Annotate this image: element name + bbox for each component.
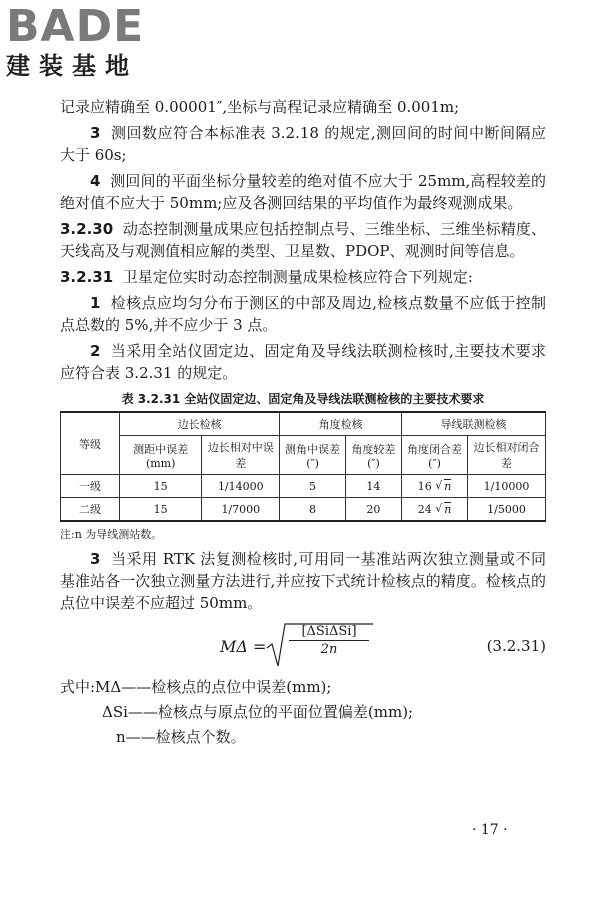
logo-subtitle: 建装基地 (6, 52, 138, 80)
section-3-2-30 (60, 218, 546, 262)
formula-denominator: 2n (320, 642, 338, 657)
subheader-cell: 测角中误差(″) (280, 436, 346, 475)
paragraph-text: 记录应精确至 0.00001″,坐标与高程记录应精确至 0.001m; (60, 98, 460, 116)
paragraph-item-4 (60, 170, 546, 214)
table-cell: 1/5000 (468, 498, 546, 522)
definition-desc: 检核点的点位中误差(mm); (151, 678, 332, 696)
brand-logo (6, 1, 186, 81)
paragraph-item-1 (60, 292, 546, 336)
formula-number: (3.2.31) (486, 637, 546, 655)
paragraph-item-2 (60, 340, 546, 384)
item-number: 3 (90, 550, 101, 568)
paragraph-item-3 (60, 122, 546, 166)
table-cell: 14 (345, 475, 401, 498)
subheader-cell: 测距中误差(mm) (120, 436, 202, 475)
closure-coefficient: 24 (417, 502, 432, 516)
table-cell: 15 (120, 498, 202, 522)
table-cell: 8 (280, 498, 346, 522)
paragraph-text: 当采用全站仪固定边、固定角及导线法联测检核时,主要技术要求应符合表 3.2.31 的规定。 (60, 342, 546, 382)
table-header-row (61, 412, 546, 436)
definition-item (60, 726, 546, 748)
definition-desc: 检核点与原点位的平面位置偏差(mm); (157, 703, 414, 721)
sqrt-expression (435, 480, 451, 493)
table-cell (402, 475, 468, 498)
formula-3-2-31 (60, 622, 546, 670)
table-cell (402, 498, 468, 522)
table-cell: 1/10000 (468, 475, 546, 498)
section-3-2-31 (60, 266, 546, 288)
paragraph-text: 测回间的平面坐标分量较差的绝对值不应大于 25mm,高程较差的绝对值不应大于 50mm;应及各测回结果的平均值作为最终观测成果。 (60, 172, 546, 212)
table-row (61, 498, 546, 522)
logo-wordmark: BADE (6, 1, 145, 52)
paragraph-item-3b (60, 548, 546, 614)
sqrt-variable: n (444, 502, 452, 516)
cell-grade: 二级 (61, 498, 120, 522)
subheader-cell: 角度较差(″) (345, 436, 401, 475)
paragraph-text: 检核点应均匀分布于测区的中部及周边,检核点数量不应低于控制点总数的 5%,并不应少于 3 点。 (60, 294, 546, 334)
formula-numerator: [ΔSiΔSi] (289, 624, 369, 641)
definition-desc: 检核点个数。 (155, 728, 246, 746)
definition-item (60, 676, 546, 698)
section-number: 3.2.31 (60, 268, 114, 286)
header-group-edge: 边长检核 (120, 412, 280, 436)
page-content (60, 96, 546, 751)
closure-coefficient: 16 (417, 479, 432, 493)
item-number: 4 (90, 172, 101, 190)
table-cell: 1/14000 (202, 475, 280, 498)
section-number: 3.2.30 (60, 220, 114, 238)
definition-item (60, 701, 546, 723)
paragraph-continuation (60, 96, 546, 118)
item-number: 1 (90, 294, 101, 312)
definition-term: 式中:MΔ—— (60, 678, 152, 696)
sqrt-variable: n (444, 479, 452, 493)
sqrt-expression (435, 503, 451, 516)
subheader-cell: 边长相对闭合差 (468, 436, 546, 475)
subheader-cell: 边长相对中误差 (202, 436, 280, 475)
paragraph-text: 当采用 RTK 法复测检核时,可用同一基准站两次独立测量或不同基准站各一次独立测量方法进行,并应按下式统计检核点的精度。检核点的点位中误差不应超过 50mm。 (60, 550, 546, 612)
definition-term: ΔSi—— (102, 703, 158, 721)
section-text: 卫星定位实时动态控制测量成果检核应符合下列规定: (122, 268, 473, 286)
header-group-angle: 角度检核 (280, 412, 402, 436)
definition-term: n—— (116, 728, 156, 746)
item-number: 2 (90, 342, 101, 360)
cell-grade: 一级 (61, 475, 120, 498)
table-cell: 15 (120, 475, 202, 498)
subheader-cell: 角度闭合差(″) (402, 436, 468, 475)
table-note: 注:n 为导线测站数。 (60, 528, 163, 541)
page-number: · 17 · (472, 822, 508, 838)
header-group-traverse: 导线联测检核 (402, 412, 546, 436)
table-caption: 表 3.2.31 全站仪固定边、固定角及导线法联测检核的主要技术要求 (121, 392, 485, 406)
table-cell: 20 (345, 498, 401, 522)
table-row (61, 475, 546, 498)
paragraph-text: 测回数应符合本标准表 3.2.18 的规定,测回间的时间中断间隔应大于 60s; (60, 124, 546, 164)
item-number: 3 (90, 124, 101, 142)
section-text: 动态控制测量成果应包括控制点号、三维坐标、三维坐标精度、天线高及与观测值相应解的类型、卫星数、PDOP、观测时间等信息。 (60, 220, 546, 260)
table-cell: 1/7000 (202, 498, 280, 522)
requirements-table (60, 411, 546, 522)
formula-fraction (289, 624, 369, 657)
formula-lhs: MΔ = (220, 636, 267, 656)
header-grade: 等级 (61, 412, 120, 475)
formula-definitions (60, 676, 546, 748)
table-subheader-row (61, 436, 546, 475)
table-cell: 5 (280, 475, 346, 498)
